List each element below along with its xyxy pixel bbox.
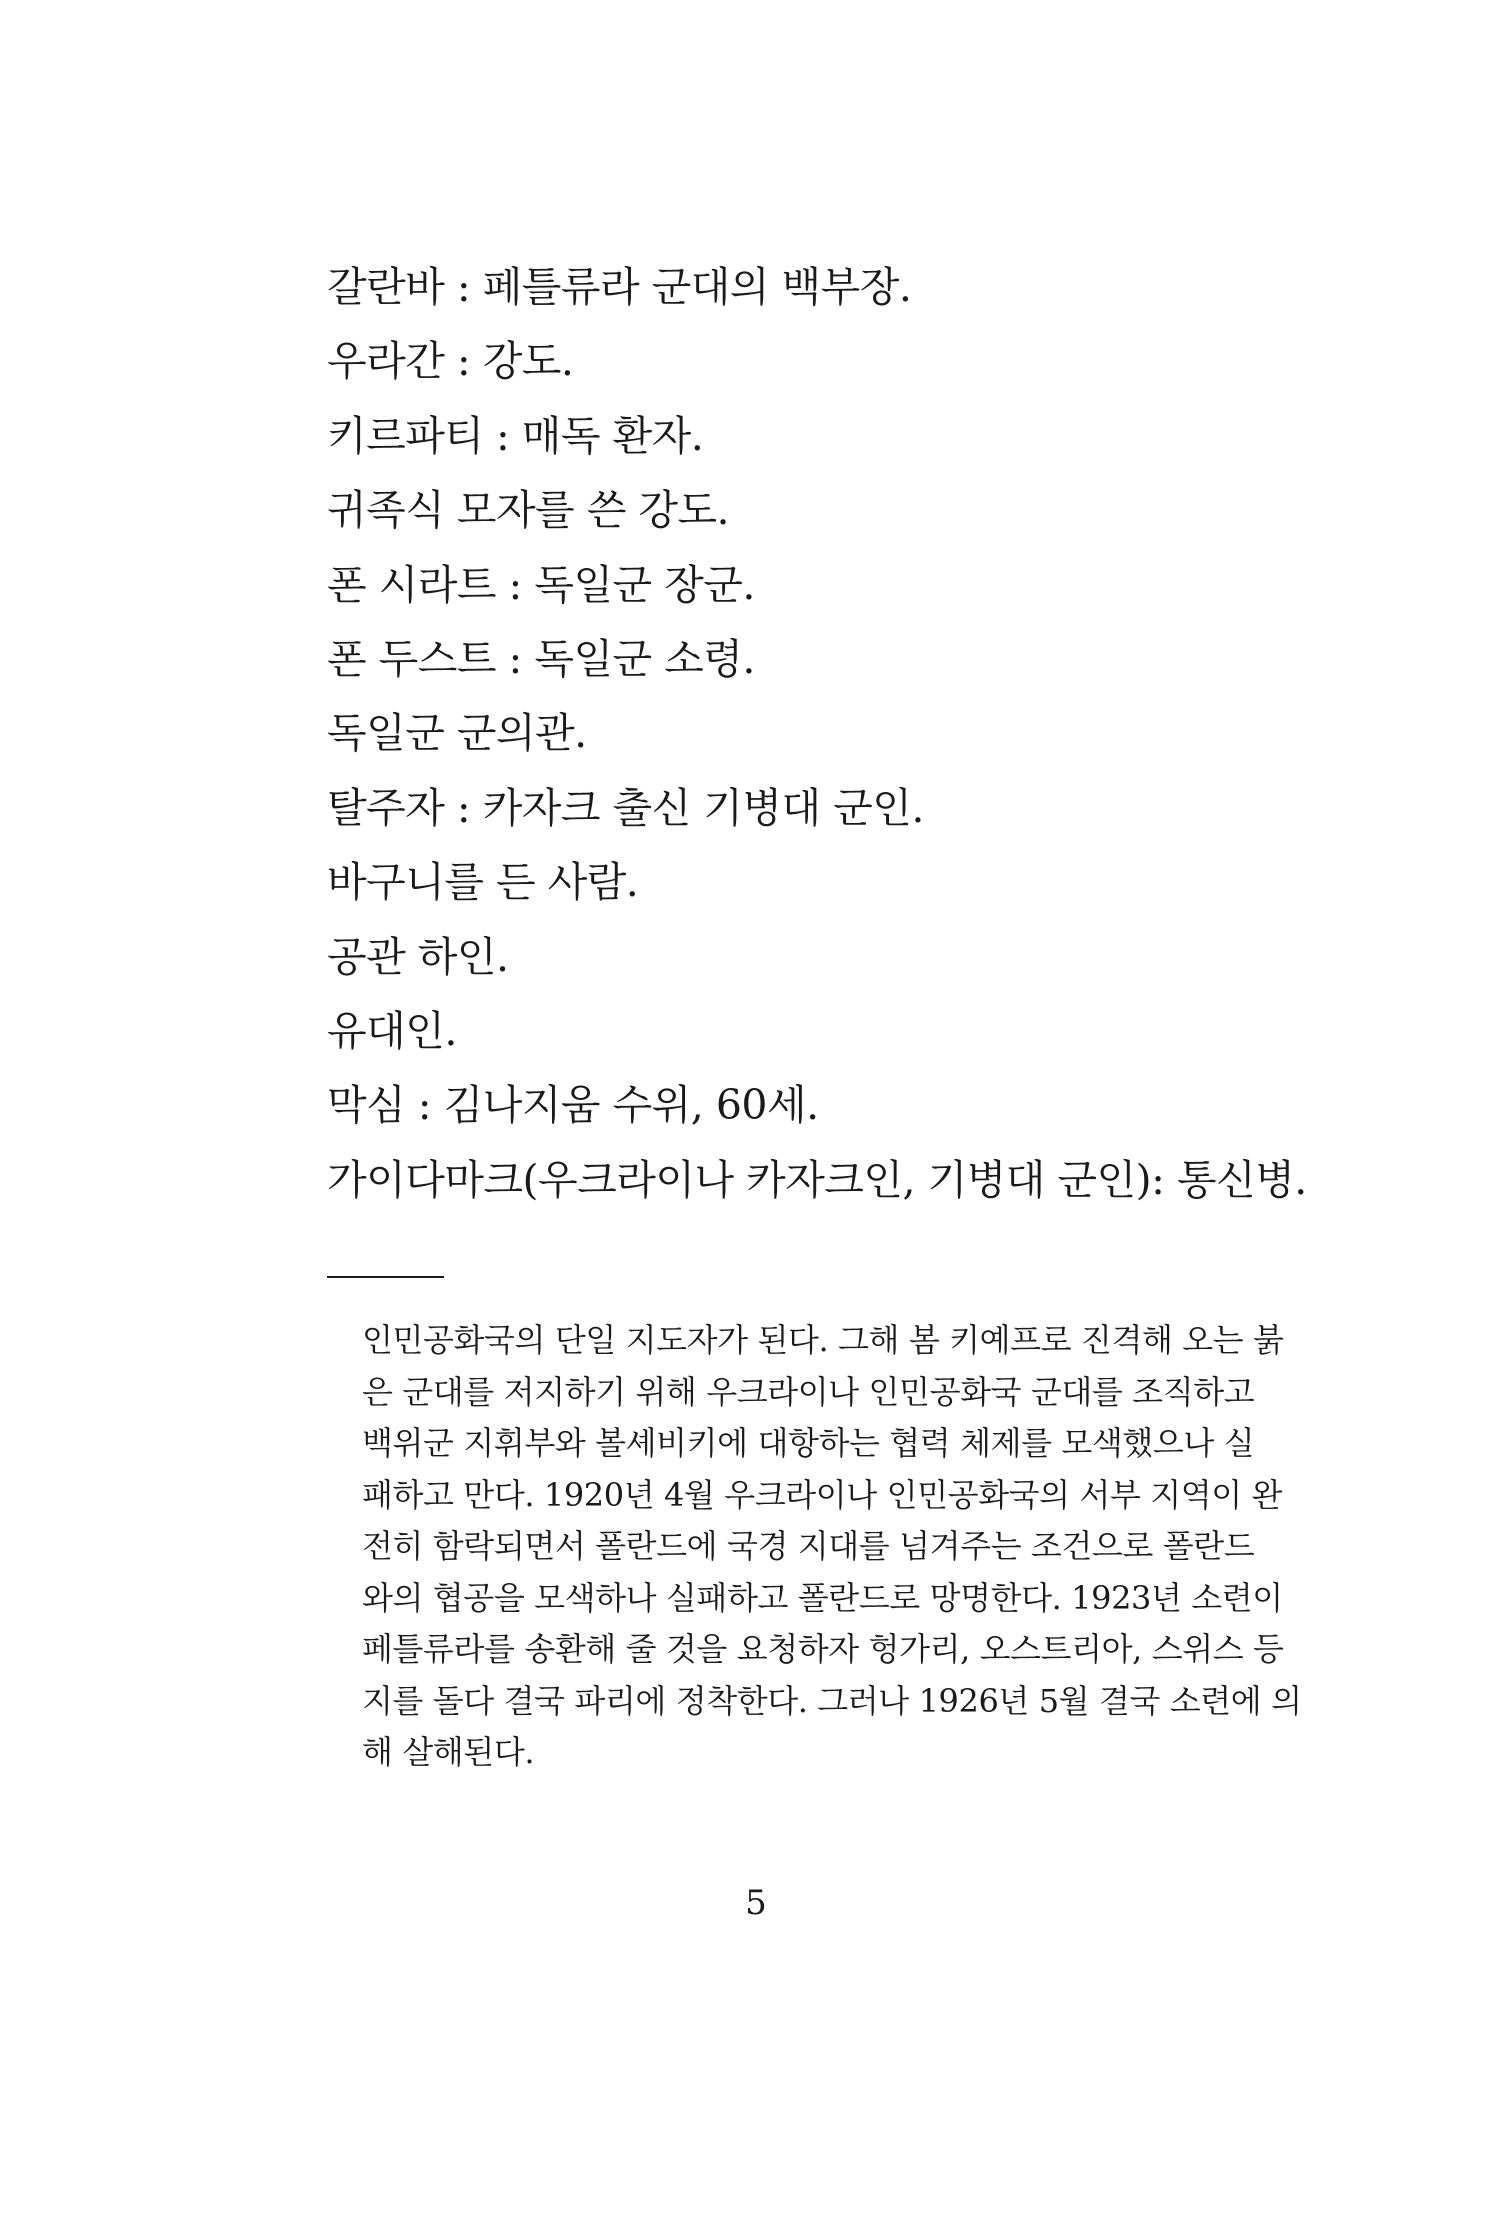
- footnote-line: 와의 협공을 모색하나 실패하고 폴란드로 망명한다. 1923년 소련이: [362, 1578, 1283, 1617]
- page-number: 5: [745, 1883, 767, 1923]
- cast-entry-galanba: 갈란바 : 페틀류라 군대의 백부장.: [327, 263, 912, 311]
- cast-entry-german-doctor: 독일군 군의관.: [327, 709, 587, 758]
- cast-entry-von-doust: 폰 두스트 : 독일군 소령.: [327, 634, 755, 683]
- cast-entry-uragan: 우라간 : 강도.: [327, 337, 574, 386]
- footnote: [362, 1315, 1302, 1779]
- cast-entry-bandit-in-hat: 귀족식 모자를 쓴 강도.: [327, 486, 730, 535]
- cast-entry-maxim: 막심 : 김나지움 수위, 60세.: [327, 1081, 819, 1130]
- footnote-line: 전히 함락되면서 폴란드에 국경 지대를 넘겨주는 조건으로 폴란드: [362, 1527, 1255, 1565]
- footnote-divider: [327, 1276, 444, 1278]
- footnote-line: 은 군대를 저지하기 위해 우크라이나 인민공화국 군대를 조직하고: [362, 1372, 1255, 1411]
- footnote-line: 페틀류라를 송환해 줄 것을 요청하자 헝가리, 오스트리아, 스위스 등: [362, 1630, 1284, 1668]
- cast-entry-kirpaty: 키르파티 : 매독 환자.: [327, 411, 704, 460]
- footnote-line: 패하고 만다. 1920년 4월 우크라이나 인민공화국의 서부 지역이 완: [362, 1475, 1283, 1514]
- cast-entry-jew: 유대인.: [327, 1006, 457, 1055]
- footnote-line: 지를 돌다 결국 파리에 정착한다. 그러나 1926년 5월 결국 소련에 의: [362, 1681, 1302, 1720]
- cast-entry-man-with-basket: 바구니를 든 사람.: [327, 858, 639, 907]
- cast-entry-footman: 공관 하인.: [327, 932, 509, 981]
- footnote-line: 백위군 지휘부와 볼셰비키에 대항하는 협력 체제를 모색했으나 실: [362, 1424, 1255, 1462]
- cast-entry-haidamak: 가이다마크(우크라이나 카자크인, 기병대 군인): 통신병.: [327, 1155, 1307, 1204]
- footnote-line: 해 살해된다.: [362, 1733, 535, 1771]
- cast-entry-deserter: 탈주자 : 카자크 출신 기병대 군인.: [327, 783, 924, 832]
- cast-entry-von-schratt: 폰 시라트 : 독일군 장군.: [327, 560, 755, 609]
- footnote-line: 인민공화국의 단일 지도자가 된다. 그해 봄 키예프로 진격해 오는 붉: [362, 1321, 1284, 1359]
- cast-list: [327, 250, 1327, 1217]
